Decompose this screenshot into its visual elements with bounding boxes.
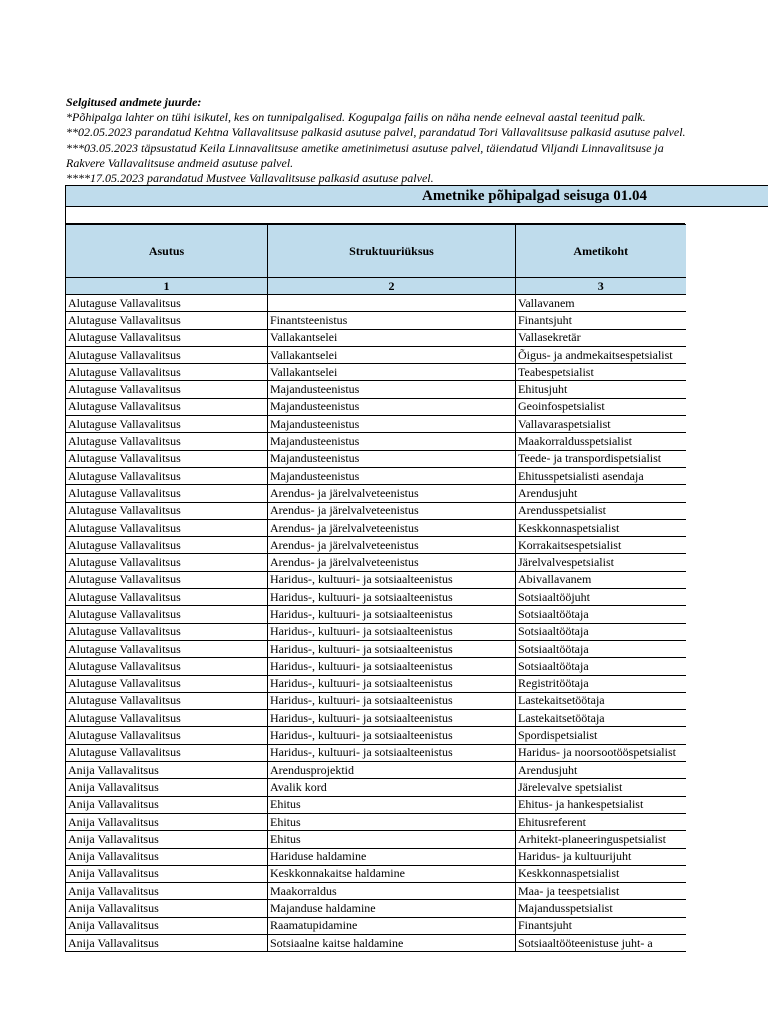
table-row <box>66 485 686 502</box>
cell-struktuuriuksus[interactable]: Vallakantselei <box>268 346 516 363</box>
cell-ametikoht[interactable]: Teabespetsialist <box>516 364 686 381</box>
cell-asutus[interactable]: Alutaguse Vallavalitsus <box>66 364 268 381</box>
cell-ametikoht[interactable]: Sotsiaaltöötaja <box>516 640 686 657</box>
cell-asutus[interactable]: Alutaguse Vallavalitsus <box>66 537 268 554</box>
table-row <box>66 658 686 675</box>
cell-ametikoht[interactable]: Sotsiaaltöötaja <box>516 623 686 640</box>
table-row <box>66 900 686 917</box>
table-row <box>66 537 686 554</box>
cell-ametikoht[interactable]: Vallavaraspetsialist <box>516 416 686 433</box>
cell-asutus[interactable]: Alutaguse Vallavalitsus <box>66 398 268 415</box>
table-row <box>66 796 686 813</box>
cell-asutus[interactable]: Anija Vallavalitsus <box>66 934 268 951</box>
cell-struktuuriuksus[interactable]: Majandusteenistus <box>268 433 516 450</box>
cell-asutus[interactable]: Alutaguse Vallavalitsus <box>66 554 268 571</box>
table-row <box>66 744 686 761</box>
cell-ametikoht[interactable]: Arendusspetsialist <box>516 502 686 519</box>
cell-ametikoht[interactable]: Maakorraldusspetsialist <box>516 433 686 450</box>
table-row <box>66 640 686 657</box>
cell-struktuuriuksus[interactable]: Sotsiaalne kaitse haldamine <box>268 934 516 951</box>
cell-asutus[interactable]: Alutaguse Vallavalitsus <box>66 606 268 623</box>
cell-asutus[interactable]: Alutaguse Vallavalitsus <box>66 346 268 363</box>
cell-ametikoht[interactable]: Ehitus- ja hankespetsialist <box>516 796 686 813</box>
cell-ametikoht[interactable]: Haridus- ja kultuurijuht <box>516 848 686 865</box>
cell-asutus[interactable]: Alutaguse Vallavalitsus <box>66 744 268 761</box>
cell-ametikoht[interactable]: Finantsjuht <box>516 917 686 934</box>
cell-ametikoht[interactable]: Geoinfospetsialist <box>516 398 686 415</box>
cell-ametikoht[interactable]: Järelevalve spetsialist <box>516 779 686 796</box>
cell-asutus[interactable]: Alutaguse Vallavalitsus <box>66 381 268 398</box>
title-cell-fill <box>685 186 768 206</box>
cell-struktuuriuksus[interactable]: Haridus-, kultuuri- ja sotsiaalteenistus <box>268 710 516 727</box>
cell-struktuuriuksus[interactable]: Majandusteenistus <box>268 450 516 467</box>
cell-asutus[interactable]: Alutaguse Vallavalitsus <box>66 295 268 312</box>
cell-struktuuriuksus[interactable]: Avalik kord <box>268 779 516 796</box>
table-row <box>66 433 686 450</box>
cell-struktuuriuksus[interactable]: Ehitus <box>268 796 516 813</box>
table-row <box>66 606 686 623</box>
table-row <box>66 934 686 951</box>
cell-asutus[interactable]: Alutaguse Vallavalitsus <box>66 692 268 709</box>
cell-asutus[interactable]: Alutaguse Vallavalitsus <box>66 589 268 606</box>
table-row <box>66 848 686 865</box>
notes-block <box>66 95 768 186</box>
cell-ametikoht[interactable]: Keskkonnaspetsialist <box>516 519 686 536</box>
cell-struktuuriuksus[interactable]: Arendusprojektid <box>268 762 516 779</box>
cell-struktuuriuksus[interactable]: Haridus-, kultuuri- ja sotsiaalteenistus <box>268 727 516 744</box>
note-line: ***03.05.2023 täpsustatud Keila Linnavalitsuse ametike ametinimetusi asutuse palvel, täiendatud Viljandi Linnavalitsuse ja <box>66 140 664 155</box>
table-row <box>66 502 686 519</box>
cell-asutus[interactable]: Alutaguse Vallavalitsus <box>66 640 268 657</box>
cell-ametikoht[interactable]: Järelvalvespetsialist <box>516 554 686 571</box>
table-row <box>66 329 686 346</box>
cell-struktuuriuksus[interactable]: Haridus-, kultuuri- ja sotsiaalteenistus <box>268 692 516 709</box>
cell-ametikoht[interactable]: Korrakaitsespetsialist <box>516 537 686 554</box>
table-row <box>66 554 686 571</box>
cell-struktuuriuksus[interactable]: Haridus-, kultuuri- ja sotsiaalteenistus <box>268 589 516 606</box>
cell-ametikoht[interactable]: Vallasekretär <box>516 329 686 346</box>
cell-asutus[interactable]: Anija Vallavalitsus <box>66 796 268 813</box>
table-row <box>66 398 686 415</box>
table-row <box>66 762 686 779</box>
table-row <box>66 346 686 363</box>
table-row <box>66 381 686 398</box>
cell-asutus[interactable]: Alutaguse Vallavalitsus <box>66 467 268 484</box>
cell-ametikoht[interactable]: Sotsiaaltöötaja <box>516 606 686 623</box>
cell-struktuuriuksus[interactable]: Haridus-, kultuuri- ja sotsiaalteenistus <box>268 744 516 761</box>
cell-asutus[interactable]: Alutaguse Vallavalitsus <box>66 433 268 450</box>
table-row <box>66 779 686 796</box>
note-line: **02.05.2023 parandatud Kehtna Vallavalitsuse palkasid asutuse palvel, parandatud Tori Vallavalitsuse palkasid asutuse palvel. <box>66 125 686 140</box>
cell-struktuuriuksus[interactable]: Vallakantselei <box>268 329 516 346</box>
cell-ametikoht[interactable]: Spordispetsialist <box>516 727 686 744</box>
spreadsheet <box>65 185 768 1024</box>
cell-struktuuriuksus[interactable]: Arendus- ja järelvalveteenistus <box>268 519 516 536</box>
cell-asutus[interactable]: Alutaguse Vallavalitsus <box>66 727 268 744</box>
cell-ametikoht[interactable]: Keskkonnaspetsialist <box>516 865 686 882</box>
cell-asutus[interactable]: Anija Vallavalitsus <box>66 779 268 796</box>
cell-asutus[interactable]: Alutaguse Vallavalitsus <box>66 658 268 675</box>
table-row <box>66 623 686 640</box>
table-row <box>66 883 686 900</box>
table-row <box>66 364 686 381</box>
cell-ametikoht[interactable]: Ehitusreferent <box>516 813 686 830</box>
cell-asutus[interactable]: Anija Vallavalitsus <box>66 917 268 934</box>
cell-asutus[interactable]: Anija Vallavalitsus <box>66 900 268 917</box>
cell-asutus[interactable]: Alutaguse Vallavalitsus <box>66 623 268 640</box>
cell-struktuuriuksus[interactable]: Ehitus <box>268 813 516 830</box>
table-title: Ametnike põhipalgad seisuga 01.04 <box>422 188 648 204</box>
cell-struktuuriuksus[interactable]: Majandusteenistus <box>268 398 516 415</box>
cell-struktuuriuksus[interactable]: Majandusteenistus <box>268 416 516 433</box>
cell-struktuuriuksus[interactable]: Majandusteenistus <box>268 467 516 484</box>
cell-ametikoht[interactable]: Lastekaitsetöötaja <box>516 710 686 727</box>
cell-struktuuriuksus[interactable]: Maakorraldus <box>268 883 516 900</box>
table-row <box>66 917 686 934</box>
cell-asutus[interactable]: Alutaguse Vallavalitsus <box>66 502 268 519</box>
cell-struktuuriuksus[interactable]: Arendus- ja järelvalveteenistus <box>268 554 516 571</box>
cell-asutus[interactable]: Alutaguse Vallavalitsus <box>66 416 268 433</box>
cell-struktuuriuksus[interactable]: Haridus-, kultuuri- ja sotsiaalteenistus <box>268 606 516 623</box>
blank-row <box>65 207 685 224</box>
column-number: 3 <box>516 278 686 295</box>
cell-struktuuriuksus[interactable]: Arendus- ja järelvalveteenistus <box>268 502 516 519</box>
cell-ametikoht[interactable]: Sotsiaaltöötaja <box>516 658 686 675</box>
cell-asutus[interactable]: Alutaguse Vallavalitsus <box>66 519 268 536</box>
table-row <box>66 865 686 882</box>
salary-table <box>65 224 686 952</box>
table-row <box>66 813 686 830</box>
table-body <box>66 295 686 952</box>
cell-struktuuriuksus[interactable]: Hariduse haldamine <box>268 848 516 865</box>
notes-heading: Selgitused andmete juurde: <box>66 95 202 109</box>
note-line: Rakvere Vallavalitsuse andmeid asutuse palvel. <box>66 155 294 170</box>
cell-struktuuriuksus[interactable]: Finantsteenistus <box>268 312 516 329</box>
table-row <box>66 416 686 433</box>
table-row <box>66 312 686 329</box>
cell-ametikoht[interactable]: Sotsiaaltööteenistuse juht- a <box>516 934 686 951</box>
cell-struktuuriuksus[interactable]: Majanduse haldamine <box>268 900 516 917</box>
table-row <box>66 467 686 484</box>
cell-asutus[interactable]: Alutaguse Vallavalitsus <box>66 675 268 692</box>
table-row <box>66 589 686 606</box>
table-row <box>66 692 686 709</box>
cell-ametikoht[interactable]: Arendusjuht <box>516 762 686 779</box>
table-row <box>66 831 686 848</box>
cell-struktuuriuksus[interactable]: Vallakantselei <box>268 364 516 381</box>
cell-asutus[interactable]: Alutaguse Vallavalitsus <box>66 312 268 329</box>
cell-ametikoht[interactable]: Ehitusjuht <box>516 381 686 398</box>
cell-asutus[interactable]: Alutaguse Vallavalitsus <box>66 710 268 727</box>
cell-ametikoht[interactable]: Sotsiaaltööjuht <box>516 589 686 606</box>
cell-ametikoht[interactable]: Registritöötaja <box>516 675 686 692</box>
cell-ametikoht[interactable]: Ehitusspetsialisti asendaja <box>516 467 686 484</box>
cell-struktuuriuksus[interactable]: Arendus- ja järelvalveteenistus <box>268 485 516 502</box>
cell-ametikoht[interactable]: Arhitekt-planeeringuspetsialist <box>516 831 686 848</box>
cell-ametikoht[interactable]: Majandusspetsialist <box>516 900 686 917</box>
header-row <box>66 225 686 278</box>
table-row <box>66 675 686 692</box>
cell-asutus[interactable]: Anija Vallavalitsus <box>66 883 268 900</box>
table-row <box>66 571 686 588</box>
column-header-struktuuriuksus: Struktuuriüksus <box>268 225 516 278</box>
column-number: 1 <box>66 278 268 295</box>
table-title-bar <box>65 185 768 207</box>
cell-ametikoht[interactable]: Õigus- ja andmekaitsespetsialist <box>516 346 686 363</box>
cell-struktuuriuksus[interactable]: Haridus-, kultuuri- ja sotsiaalteenistus <box>268 675 516 692</box>
cell-struktuuriuksus[interactable]: Haridus-, kultuuri- ja sotsiaalteenistus <box>268 571 516 588</box>
table-row <box>66 727 686 744</box>
column-header-ametikoht: Ametikoht <box>516 225 686 278</box>
cell-asutus[interactable]: Alutaguse Vallavalitsus <box>66 485 268 502</box>
cell-struktuuriuksus[interactable]: Arendus- ja järelvalveteenistus <box>268 537 516 554</box>
cell-asutus[interactable]: Anija Vallavalitsus <box>66 848 268 865</box>
cell-asutus[interactable]: Anija Vallavalitsus <box>66 813 268 830</box>
cell-struktuuriuksus[interactable]: Haridus-, kultuuri- ja sotsiaalteenistus <box>268 623 516 640</box>
cell-ametikoht[interactable]: Arendusjuht <box>516 485 686 502</box>
column-number: 2 <box>268 278 516 295</box>
cell-ametikoht[interactable]: Maa- ja teespetsialist <box>516 883 686 900</box>
table-row <box>66 450 686 467</box>
cell-ametikoht[interactable]: Teede- ja transpordispetsialist <box>516 450 686 467</box>
note-line: *Põhipalga lahter on tühi isikutel, kes on tunnipalgalised. Kogupalga failis on näha nende eelneval aastal teenitud palk. <box>66 110 646 125</box>
cell-struktuuriuksus[interactable]: Keskkonnakaitse haldamine <box>268 865 516 882</box>
table-row <box>66 710 686 727</box>
cell-struktuuriuksus[interactable]: Ehitus <box>268 831 516 848</box>
cell-struktuuriuksus[interactable]: Haridus-, kultuuri- ja sotsiaalteenistus <box>268 658 516 675</box>
table-row <box>66 519 686 536</box>
cell-struktuuriuksus[interactable]: Haridus-, kultuuri- ja sotsiaalteenistus <box>268 640 516 657</box>
table-row <box>66 295 686 312</box>
cell-struktuuriuksus[interactable] <box>268 295 516 312</box>
cell-asutus[interactable]: Alutaguse Vallavalitsus <box>66 571 268 588</box>
cell-ametikoht[interactable]: Finantsjuht <box>516 312 686 329</box>
column-header-asutus: Asutus <box>66 225 268 278</box>
note-line: ****17.05.2023 parandatud Mustvee Vallavalitsuse palkasid asutuse palvel. <box>66 171 434 186</box>
cell-ametikoht[interactable]: Lastekaitsetöötaja <box>516 692 686 709</box>
cell-asutus[interactable]: Alutaguse Vallavalitsus <box>66 450 268 467</box>
cell-asutus[interactable]: Anija Vallavalitsus <box>66 865 268 882</box>
cell-struktuuriuksus[interactable]: Raamatupidamine <box>268 917 516 934</box>
cell-asutus[interactable]: Anija Vallavalitsus <box>66 762 268 779</box>
cell-ametikoht[interactable]: Haridus- ja noorsootööspetsialist <box>516 744 686 761</box>
cell-ametikoht[interactable]: Vallavanem <box>516 295 686 312</box>
cell-asutus[interactable]: Alutaguse Vallavalitsus <box>66 329 268 346</box>
cell-ametikoht[interactable]: Abivallavanem <box>516 571 686 588</box>
cell-struktuuriuksus[interactable]: Majandusteenistus <box>268 381 516 398</box>
cell-asutus[interactable]: Anija Vallavalitsus <box>66 831 268 848</box>
column-number-row <box>66 278 686 295</box>
